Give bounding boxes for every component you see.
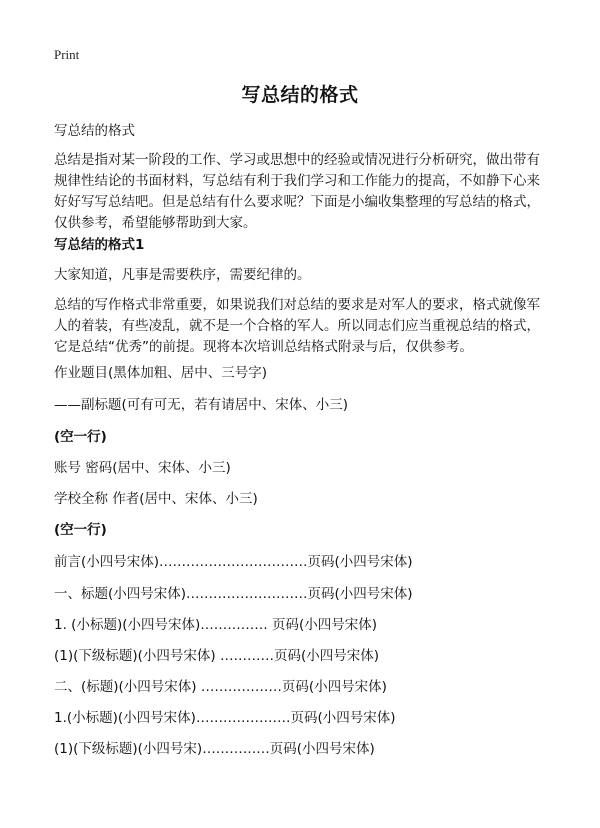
print-link[interactable]: Print	[54, 47, 80, 62]
line-account-spec: 账号 密码(居中、宋体、小三)	[54, 460, 231, 476]
paragraph-format: 总结的写作格式非常重要，如果说我们对总结的要求是对军人的要求，格式就像军 人的着装，有些凌乱，就不是一个合格的军人。所以同志们应当重视总结的格式， 它是总结“优秀”的前提。现将本次培训总结格式附录与后，仅供参考。	[54, 297, 540, 355]
toc-line: (1)(下级标题)(小四号宋)……………页码(小四号宋体)	[54, 741, 375, 757]
blank-line-note-2: (空一行)	[54, 522, 107, 538]
subtitle-text: 写总结的格式	[54, 123, 135, 139]
paragraph-order: 大家知道，凡事是需要秩序，需要纪律的。	[54, 267, 311, 283]
line-assignment-title: 作业题目(黑体加粗、居中、三号字)	[54, 365, 268, 381]
toc-line: 二、(标题)(小四号宋体) ………………页码(小四号宋体)	[54, 679, 387, 695]
toc-line: 1.(小标题)(小四号宋体)…………………页码(小四号宋体)	[54, 710, 396, 726]
intro-paragraph: 总结是指对某一阶段的工作、学习或思想中的经验或情况进行分析研究，做出带有 规律性结论的书面材料，写总结有利于我们学习和工作能力的提高，不如静下心来 好好写写总结吧。但是总结有什么要求呢？下面是小编收集整理的写总结的格式， 仅供参考，希望能够帮助到大家。	[54, 152, 540, 231]
line-subtitle-spec: ——副标题(可有可无，若有请居中、宋体、小三)	[54, 397, 349, 413]
toc-line: (1)(下级标题)(小四号宋体) …………页码(小四号宋体)	[54, 648, 380, 664]
toc-line: 一、标题(小四号宋体)………………………页码(小四号宋体)	[54, 586, 413, 602]
toc-line: 1. (小标题)(小四号宋体)…………… 页码(小四号宋体)	[54, 617, 378, 633]
page-title: 写总结的格式	[241, 84, 359, 106]
toc-line: 前言(小四号宋体)……………………………页码(小四号宋体)	[54, 554, 413, 570]
section-heading: 写总结的格式1	[54, 237, 145, 253]
line-school-spec: 学校全称 作者(居中、宋体、小三)	[54, 491, 258, 507]
blank-line-note-1: (空一行)	[54, 429, 107, 445]
